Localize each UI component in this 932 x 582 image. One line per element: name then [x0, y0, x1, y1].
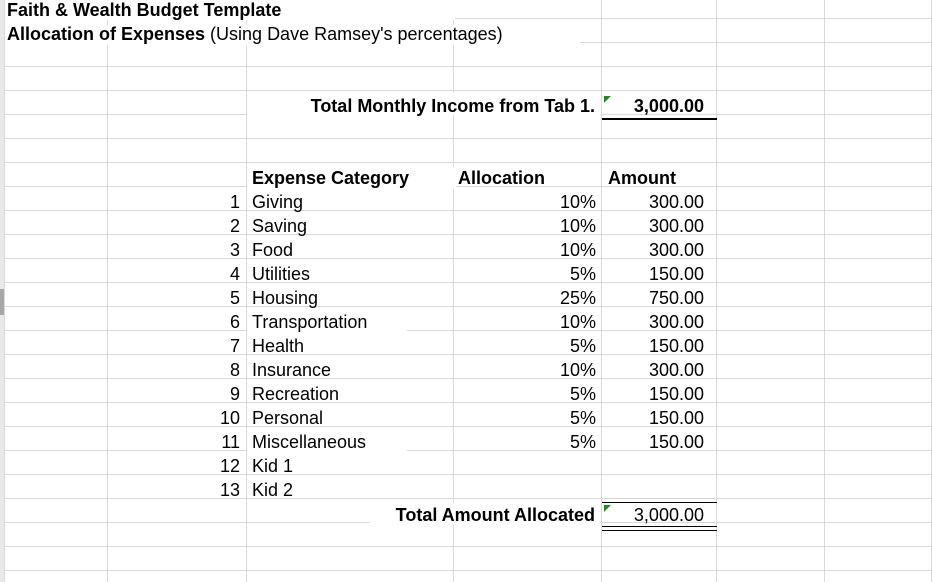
sheet-title: Faith & Wealth Budget Template	[7, 0, 282, 20]
row-number[interactable]: 11	[221, 432, 240, 452]
category-cell[interactable]: Giving	[252, 192, 304, 212]
row-number[interactable]: 13	[219, 480, 240, 500]
grid-col-line	[246, 0, 247, 582]
category-cell[interactable]: Housing	[252, 288, 319, 308]
allocation-cell[interactable]: 5%	[569, 264, 596, 284]
amount-cell[interactable]: 150.00	[648, 408, 704, 428]
income-label: Total Monthly Income from Tab 1.	[310, 96, 595, 116]
total-top-border	[602, 502, 717, 503]
category-cell[interactable]: Kid 2	[252, 480, 294, 500]
row-number[interactable]: 10	[219, 408, 240, 428]
subtitle-rest: (Using Dave Ramsey's percentages)	[205, 24, 503, 44]
allocation-cell[interactable]: 5%	[569, 384, 596, 404]
allocation-cell[interactable]: 5%	[569, 432, 596, 452]
amount-cell[interactable]: 150.00	[648, 432, 704, 452]
income-value[interactable]: 3,000.00	[633, 96, 704, 116]
amount-cell[interactable]: 300.00	[648, 240, 704, 260]
category-cell[interactable]: Saving	[252, 216, 308, 236]
category-cell[interactable]: Miscellaneous	[252, 432, 367, 452]
grid-col-line	[824, 0, 825, 582]
row-number[interactable]: 9	[229, 384, 240, 404]
row-number[interactable]: 6	[229, 312, 240, 332]
category-cell[interactable]: Health	[252, 336, 305, 356]
amount-cell[interactable]: 750.00	[648, 288, 704, 308]
grid-col-line	[453, 0, 454, 582]
category-cell[interactable]: Kid 1	[252, 456, 294, 476]
total-double-underline-bottom	[602, 530, 717, 531]
total-double-underline-top	[602, 526, 717, 527]
amount-cell[interactable]: 300.00	[648, 216, 704, 236]
allocation-cell[interactable]: 10%	[559, 360, 596, 380]
allocation-cell[interactable]: 10%	[559, 240, 596, 260]
allocation-cell[interactable]: 5%	[569, 336, 596, 356]
amount-cell[interactable]: 300.00	[648, 312, 704, 332]
category-cell[interactable]: Food	[252, 240, 294, 260]
header-category: Expense Category	[252, 168, 410, 188]
grid-col-line	[601, 0, 602, 582]
row-number[interactable]: 2	[229, 216, 240, 236]
allocation-cell[interactable]: 10%	[559, 216, 596, 236]
allocation-cell[interactable]: 10%	[559, 312, 596, 332]
grid-col-line	[716, 0, 717, 582]
row-number[interactable]: 5	[229, 288, 240, 308]
total-label: Total Amount Allocated	[395, 505, 595, 525]
amount-cell[interactable]: 150.00	[648, 336, 704, 356]
allocation-cell[interactable]: 5%	[569, 408, 596, 428]
grid-col-line	[4, 0, 5, 582]
category-cell[interactable]: Recreation	[252, 384, 340, 404]
row-number[interactable]: 3	[229, 240, 240, 260]
category-cell[interactable]: Personal	[252, 408, 324, 428]
row-number[interactable]: 12	[219, 456, 240, 476]
row-number[interactable]: 7	[229, 336, 240, 356]
allocation-cell[interactable]: 10%	[559, 192, 596, 212]
header-amount: Amount	[608, 168, 676, 188]
header-allocation: Allocation	[458, 168, 546, 188]
amount-cell[interactable]: 150.00	[648, 264, 704, 284]
row-number[interactable]: 1	[229, 192, 240, 212]
subtitle-bold: Allocation of Expenses	[7, 24, 206, 44]
row-number[interactable]: 4	[229, 264, 240, 284]
category-cell[interactable]: Transportation	[252, 312, 368, 332]
amount-cell[interactable]: 300.00	[648, 360, 704, 380]
category-cell[interactable]: Utilities	[252, 264, 311, 284]
amount-cell[interactable]: 150.00	[648, 384, 704, 404]
category-cell[interactable]: Insurance	[252, 360, 332, 380]
total-value[interactable]: 3,000.00	[633, 505, 704, 525]
sheet-subtitle	[7, 22, 503, 46]
row-number[interactable]: 8	[229, 360, 240, 380]
amount-cell[interactable]: 300.00	[648, 192, 704, 212]
income-underline	[602, 118, 717, 120]
grid-col-line	[107, 0, 108, 582]
allocation-cell[interactable]: 25%	[559, 288, 596, 308]
